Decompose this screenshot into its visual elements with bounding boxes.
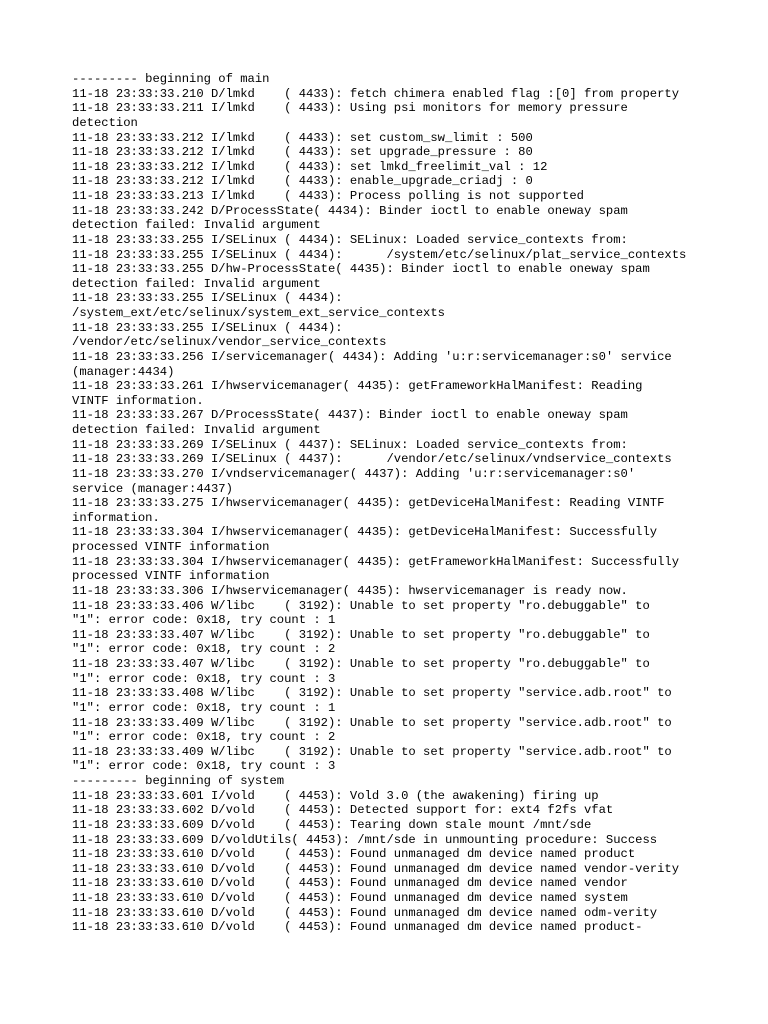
log-line: "1": error code: 0x18, try count : 1 <box>72 700 336 715</box>
log-line: 11-18 23:33:33.212 I/lmkd ( 4433): set lmkd_freelimit_val : 12 <box>72 159 548 174</box>
log-line: "1": error code: 0x18, try count : 2 <box>72 642 336 657</box>
log-line: 11-18 23:33:33.409 W/libc ( 3192): Unable to set property "service.adb.root" to <box>72 744 672 759</box>
log-line: 11-18 23:33:33.609 D/vold ( 4453): Tearing down stale mount /mnt/sde <box>72 817 592 832</box>
log-text <box>72 72 712 935</box>
log-line: VINTF information. <box>72 393 204 408</box>
log-line: 11-18 23:33:33.306 I/hwservicemanager( 4435): hwservicemanager is ready now. <box>72 583 628 598</box>
log-line: 11-18 23:33:33.610 D/vold ( 4453): Found unmanaged dm device named vendor <box>72 876 628 891</box>
log-line: processed VINTF information <box>72 569 270 584</box>
log-line: 11-18 23:33:33.409 W/libc ( 3192): Unable to set property "service.adb.root" to <box>72 715 672 730</box>
log-line: 11-18 23:33:33.212 I/lmkd ( 4433): set upgrade_pressure : 80 <box>72 145 533 160</box>
log-line: (manager:4434) <box>72 364 175 379</box>
log-line: 11-18 23:33:33.212 I/lmkd ( 4433): set custom_sw_limit : 500 <box>72 130 533 145</box>
log-line: 11-18 23:33:33.255 I/SELinux ( 4434): <box>72 320 343 335</box>
log-line: 11-18 23:33:33.610 D/vold ( 4453): Found unmanaged dm device named vendor-verity <box>72 861 680 876</box>
log-line: 11-18 23:33:33.210 D/lmkd ( 4433): fetch chimera enabled flag :[0] from property <box>72 86 680 101</box>
log-line: /vendor/etc/selinux/vendor_service_contexts <box>72 335 387 350</box>
log-line: 11-18 23:33:33.610 D/vold ( 4453): Found unmanaged dm device named product <box>72 847 636 862</box>
log-line: "1": error code: 0x18, try count : 3 <box>72 759 336 774</box>
log-line: 11-18 23:33:33.602 D/vold ( 4453): Detected support for: ext4 f2fs vfat <box>72 803 614 818</box>
log-line: detection failed: Invalid argument <box>72 423 321 437</box>
log-line: 11-18 23:33:33.601 I/vold ( 4453): Vold 3.0 (the awakening) firing up <box>72 788 599 803</box>
log-line: 11-18 23:33:33.255 I/SELinux ( 4434): SELinux: Loaded service_contexts from: <box>72 232 628 247</box>
log-line: 11-18 23:33:33.610 D/vold ( 4453): Found unmanaged dm device named system <box>72 891 628 905</box>
log-line: 11-18 23:33:33.255 D/hw-ProcessState( 4435): Binder ioctl to enable oneway spam <box>72 262 650 277</box>
log-line: 11-18 23:33:33.406 W/libc ( 3192): Unable to set property "ro.debuggable" to <box>72 598 650 613</box>
log-line: 11-18 23:33:33.408 W/libc ( 3192): Unable to set property "service.adb.root" to <box>72 686 672 701</box>
log-line: "1": error code: 0x18, try count : 3 <box>72 671 336 686</box>
log-line: processed VINTF information <box>72 540 270 554</box>
log-line: 11-18 23:33:33.211 I/lmkd ( 4433): Using psi monitors for memory pressure <box>72 101 628 116</box>
log-line: 11-18 23:33:33.256 I/servicemanager( 4434): Adding 'u:r:servicemanager:s0' service <box>72 349 672 364</box>
log-line: 11-18 23:33:33.261 I/hwservicemanager( 4435): getFrameworkHalManifest: Reading <box>72 379 643 394</box>
log-page <box>72 72 712 935</box>
log-line: --------- beginning of main <box>72 72 270 86</box>
log-line: 11-18 23:33:33.609 D/voldUtils( 4453): /mnt/sde in unmounting procedure: Success <box>72 832 658 847</box>
log-line: detection <box>72 115 138 130</box>
log-line: 11-18 23:33:33.407 W/libc ( 3192): Unable to set property "ro.debuggable" to <box>72 657 650 671</box>
log-line: 11-18 23:33:33.269 I/SELinux ( 4437): SELinux: Loaded service_contexts from: <box>72 437 628 452</box>
log-line: detection failed: Invalid argument <box>72 218 321 233</box>
log-line: information. <box>72 510 160 525</box>
log-line: "1": error code: 0x18, try count : 2 <box>72 730 336 745</box>
log-line: service (manager:4437) <box>72 481 233 496</box>
log-line: 11-18 23:33:33.255 I/SELinux ( 4434): /system/etc/selinux/plat_service_contexts <box>72 247 687 262</box>
log-line: 11-18 23:33:33.610 D/vold ( 4453): Found unmanaged dm device named product- <box>72 920 643 935</box>
log-line: 11-18 23:33:33.267 D/ProcessState( 4437): Binder ioctl to enable oneway spam <box>72 408 628 423</box>
log-line: 11-18 23:33:33.275 I/hwservicemanager( 4435): getDeviceHalManifest: Reading VINTF <box>72 496 665 511</box>
log-line: 11-18 23:33:33.255 I/SELinux ( 4434): <box>72 291 343 306</box>
log-line: 11-18 23:33:33.304 I/hwservicemanager( 4435): getFrameworkHalManifest: Successfully <box>72 554 680 569</box>
log-line: 11-18 23:33:33.270 I/vndservicemanager( 4437): Adding 'u:r:servicemanager:s0' <box>72 466 636 481</box>
log-line: 11-18 23:33:33.407 W/libc ( 3192): Unable to set property "ro.debuggable" to <box>72 627 650 642</box>
log-line: 11-18 23:33:33.242 D/ProcessState( 4434): Binder ioctl to enable oneway spam <box>72 203 628 218</box>
log-line: 11-18 23:33:33.213 I/lmkd ( 4433): Process polling is not supported <box>72 189 584 203</box>
log-line: detection failed: Invalid argument <box>72 276 321 291</box>
log-line: 11-18 23:33:33.212 I/lmkd ( 4433): enable_upgrade_criadj : 0 <box>72 174 533 189</box>
log-line: 11-18 23:33:33.269 I/SELinux ( 4437): /vendor/etc/selinux/vndservice_contexts <box>72 452 672 467</box>
log-line: --------- beginning of system <box>72 774 285 788</box>
log-line: 11-18 23:33:33.610 D/vold ( 4453): Found unmanaged dm device named odm-verity <box>72 905 658 920</box>
log-line: "1": error code: 0x18, try count : 1 <box>72 613 336 628</box>
log-line: 11-18 23:33:33.304 I/hwservicemanager( 4435): getDeviceHalManifest: Successfully <box>72 525 658 540</box>
log-line: /system_ext/etc/selinux/system_ext_service_contexts <box>72 306 445 320</box>
